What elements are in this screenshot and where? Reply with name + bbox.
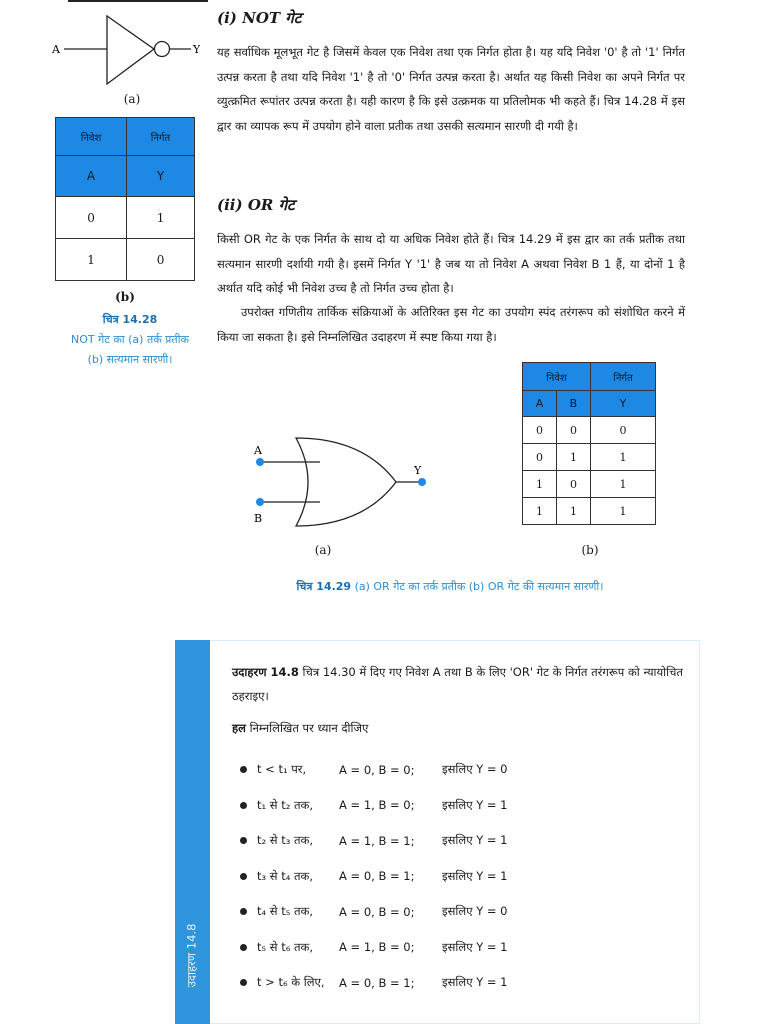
- list-item: [240, 965, 680, 1001]
- item-values: A = 0, B = 0;: [339, 904, 415, 919]
- not-header-output: निर्गत: [127, 118, 195, 156]
- or-gate-heading: (ii) OR गेट: [217, 196, 295, 214]
- list-item: [240, 752, 680, 788]
- bullet-icon: [240, 873, 247, 880]
- not-truth-table: [55, 117, 195, 281]
- list-item: [240, 930, 680, 966]
- table-cell: 1: [523, 471, 557, 498]
- item-time: t₃ से t₄ तक,: [257, 868, 314, 883]
- table-row: [523, 498, 656, 525]
- item-time: t₅ से t₆ तक,: [257, 939, 314, 954]
- or-gate-symbol: [248, 432, 438, 532]
- or-gate-paragraph-2: उपरोक्त गणितीय तार्किक संक्रियाओं के अतिरिक्त इस गेट का उपयोग स्पंद तरंगरूप को संशोधित करने में किया जा सकता है। इसे निम्नलिखित उदाहरण में स्पष्ट किया गया है।: [217, 305, 685, 344]
- item-time: t > t₆ के लिए,: [257, 975, 325, 990]
- list-item: [240, 788, 680, 824]
- item-result: इसलिए Y = 1: [442, 868, 508, 883]
- caption-line: (b) सत्यमान सारणी।: [87, 353, 173, 366]
- table-row: [56, 197, 195, 239]
- table-cell: 1: [556, 498, 590, 525]
- item-result: इसलिए Y = 0: [442, 762, 508, 777]
- table-row: [523, 444, 656, 471]
- figure-14-28-caption: [45, 310, 215, 370]
- bullet-icon: [240, 908, 247, 915]
- bullet-icon: [240, 979, 247, 986]
- example-solution: [232, 716, 687, 740]
- table-cell: 0: [556, 471, 590, 498]
- example-solution-text: निम्नलिखित पर ध्यान दीजिए: [249, 721, 369, 735]
- or-header-b: B: [556, 391, 590, 417]
- item-result: इसलिए Y = 0: [442, 904, 508, 919]
- bullet-icon: [240, 944, 247, 951]
- item-time: t₂ से t₃ तक,: [257, 833, 314, 848]
- top-rule: [68, 0, 208, 2]
- bullet-icon: [240, 837, 247, 844]
- example-title-text: चित्र 14.30 में दिए गए निवेश A तथा B के लिए 'OR' गेट के निर्गत तरंगरूप को न्यायोचित ठहराइए।: [232, 665, 683, 703]
- caption-text: (a) OR गेट का तर्क प्रतीक (b) OR गेट की सत्यमान सारणी।: [354, 580, 604, 593]
- item-result: इसलिए Y = 1: [442, 797, 508, 812]
- table-cell: 0: [523, 444, 557, 471]
- or-table-label: (b): [581, 543, 599, 557]
- or-gate-paragraph-1: किसी OR गेट के एक निर्गत के साथ दो या अधिक निवेश होते हैं। चित्र 14.29 में इस द्वार का तर्क प्रतीक तथा सत्यमान सारणी दर्शायी गयी है। इसमें निर्गत Y '1' है जब या तो निवेश A अथवा निवेश B 1 हैं, या दोनों 1 है अर्थात यदि कोई भी निवेश उच्च है तो निर्गत उच्च होता है।: [217, 232, 685, 295]
- example-solution-bold: हल: [232, 721, 246, 735]
- list-item: [240, 894, 680, 930]
- caption-title: चित्र 14.29: [296, 580, 352, 593]
- not-gate-heading: (i) NOT गेट: [217, 9, 302, 27]
- not-table-label: (b): [115, 290, 135, 304]
- item-values: A = 1, B = 1;: [339, 833, 415, 848]
- or-gate-input-a-label: A: [254, 444, 262, 457]
- table-cell: 0: [127, 239, 195, 281]
- or-header-output: निर्गत: [590, 363, 655, 391]
- or-gate-input-b-label: B: [254, 512, 263, 525]
- item-values: A = 0, B = 1;: [339, 869, 415, 884]
- item-result: इसलिए Y = 1: [442, 833, 508, 848]
- item-values: A = 1, B = 0;: [339, 940, 415, 955]
- list-item: [240, 823, 680, 859]
- item-result: इसलिए Y = 1: [442, 939, 508, 954]
- not-gate-output-label: Y: [193, 43, 200, 56]
- table-cell: 1: [590, 471, 655, 498]
- table-cell: 0: [590, 417, 655, 444]
- not-gate-paragraph: यह सर्वाधिक मूलभूत गेट है जिसमें केवल एक निवेश तथा एक निर्गत होता है। यह यदि निवेश '0' है तो '1' निर्गत उत्पन्न करता है तथा यदि निवेश '1' है तो '0' निर्गत उत्पन्न करता है। अर्थात यह किसी निवेश का अपने निर्गत पर व्युत्क्रमित रूपांतर उत्पन्न करता है। यही कारण है कि इसे उत्क्रमक या प्रतिलोमक भी कहते हैं। चित्र 14.28 में इस द्वार का व्यापक रूप में उपयोग होने वाला प्रतीक तथा उसकी सत्यमान सारणी दी गयी है।: [217, 45, 685, 133]
- table-cell: 1: [556, 444, 590, 471]
- table-cell: 1: [523, 498, 557, 525]
- item-time: t₄ से t₅ तक,: [257, 904, 314, 919]
- bullet-icon: [240, 802, 247, 809]
- example-title: [232, 660, 687, 708]
- table-cell: 0: [523, 417, 557, 444]
- not-symbol-label: (a): [123, 92, 141, 106]
- not-header-a: A: [56, 156, 127, 197]
- not-gate-input-label: A: [52, 43, 60, 56]
- example-side-label: [175, 900, 210, 1020]
- table-row: [523, 417, 656, 444]
- item-values: A = 1, B = 0;: [339, 798, 415, 813]
- or-symbol-label: (a): [314, 543, 332, 557]
- table-cell: 1: [127, 197, 195, 239]
- example-side-label-text: उदाहरण 14.8: [184, 923, 199, 988]
- caption-line: NOT गेट का (a) तर्क प्रतीक: [71, 333, 189, 346]
- table-row: [523, 471, 656, 498]
- or-header-input: निवेश: [523, 363, 591, 391]
- not-header-y: Y: [127, 156, 195, 197]
- item-time: t < t₁ पर,: [257, 762, 307, 777]
- or-header-a: A: [523, 391, 557, 417]
- item-time: t₁ से t₂ तक,: [257, 797, 314, 812]
- item-result: इसलिए Y = 1: [442, 975, 508, 990]
- or-truth-table: [522, 362, 656, 525]
- bullet-icon: [240, 766, 247, 773]
- figure-14-29-caption: [240, 577, 660, 597]
- caption-title: चित्र 14.28: [102, 313, 158, 326]
- table-cell: 1: [590, 498, 655, 525]
- not-gate-symbol: [50, 12, 200, 92]
- example-items: [240, 752, 680, 1001]
- table-row: [56, 239, 195, 281]
- table-cell: 0: [56, 197, 127, 239]
- or-gate-output-label: Y: [414, 464, 422, 477]
- or-header-y: Y: [590, 391, 655, 417]
- item-values: A = 0, B = 0;: [339, 762, 415, 777]
- table-cell: 0: [556, 417, 590, 444]
- item-values: A = 0, B = 1;: [339, 975, 415, 990]
- table-cell: 1: [56, 239, 127, 281]
- not-header-input: निवेश: [56, 118, 127, 156]
- example-title-bold: उदाहरण 14.8: [232, 665, 299, 679]
- table-cell: 1: [590, 444, 655, 471]
- list-item: [240, 859, 680, 895]
